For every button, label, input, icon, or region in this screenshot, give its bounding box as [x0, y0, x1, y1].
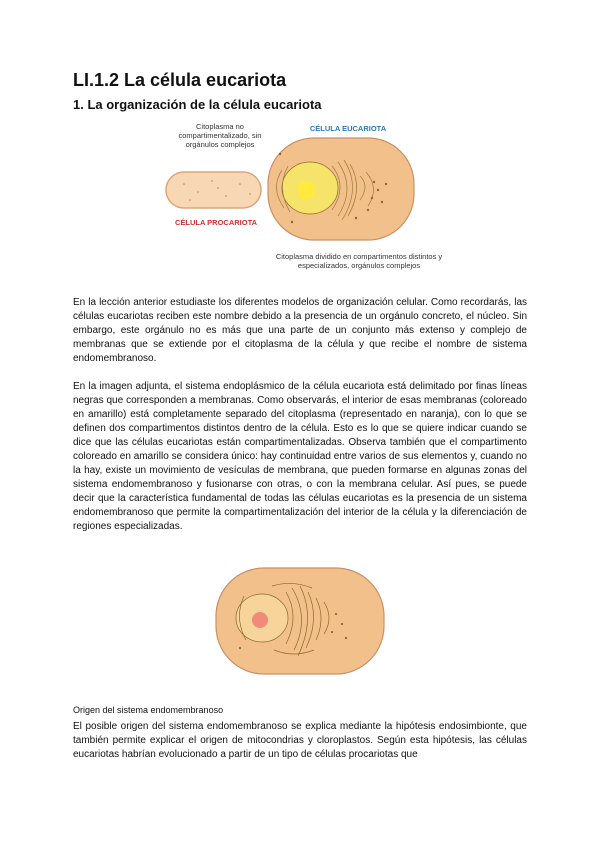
paragraph-2: En la imagen adjunta, el sistema endoplásmico de la célula eucariota está delimitado por finas líneas negras que corresponden a membranas. Como observarás, el interior de esas membranas (coloreado en amarillo) está completamente separado del citoplasma (representado en naranja), con lo que se definen dos compartimentos distintos dentro de la célula. Esto es lo que se quiere indicar cuando se dice que las células eucariotas están compartimentalizadas. Observa también que el compartimento coloreado en amarillo se considera único: hay continuidad entre varios de sus elementos y, cuando no la hay, existe un movimiento de vesículas de membrana, que pueden formarse en algunas zonas del sistema endomembranoso y fusionarse con otras, o con la membrana celular. Así pues, se puede decir que la característica fundamental de todas las células eucariotas es la presencia de un sistema endomembranoso que permite la compartimentalización del interior de la célula y la diferenciación de regiones especializadas. — [73, 381, 527, 532]
eukaryote-label: CÉLULA EUCARIOTA — [309, 124, 387, 133]
eukaryote-nucleus — [297, 181, 315, 199]
eukaryote-caption: Citoplasma dividido en compartimentos distintos y especializados, orgánulos complejos — [275, 252, 443, 270]
paragraph-1: En la lección anterior estudiaste los diferentes modelos de organización celular. Como recordarás, las células eucariotas reciben este nombre debido a la presencia de un orgánulo concreto, el núcleo. Sin embargo, este orgánulo no es más que una parte de un conjunto más extenso y complejo de membranas que se extiende por el citoplasma de la célula y que recibe el nombre de sistema endomembranoso. — [73, 297, 527, 364]
cell-comparison-figure — [160, 118, 460, 283]
prokaryote-cell — [166, 172, 261, 208]
prokaryote-label: CÉLULA PROCARIOTA — [174, 218, 258, 227]
subheading-origin: Origen del sistema endomembranoso — [73, 705, 224, 715]
endomembrane-illustration — [214, 566, 386, 676]
prokaryote-caption: Citoplasma no compartimentalizado, sin orgánulos complejos — [178, 122, 262, 149]
page-title: LI.1.2 La célula eucariota — [73, 70, 287, 90]
paragraph-3: El posible origen del sistema endomembranoso se explica mediante la hipótesis endosimbionte, que también permite explicar el origen de mitocondrias y cloroplastos. Según esta hipótesis, las células eucariotas habrían evolucionado a partir de un tipo de células procariotas que — [73, 721, 527, 760]
endomembrane-figure — [214, 566, 386, 676]
section-heading: 1. La organización de la célula eucariota — [73, 97, 322, 112]
